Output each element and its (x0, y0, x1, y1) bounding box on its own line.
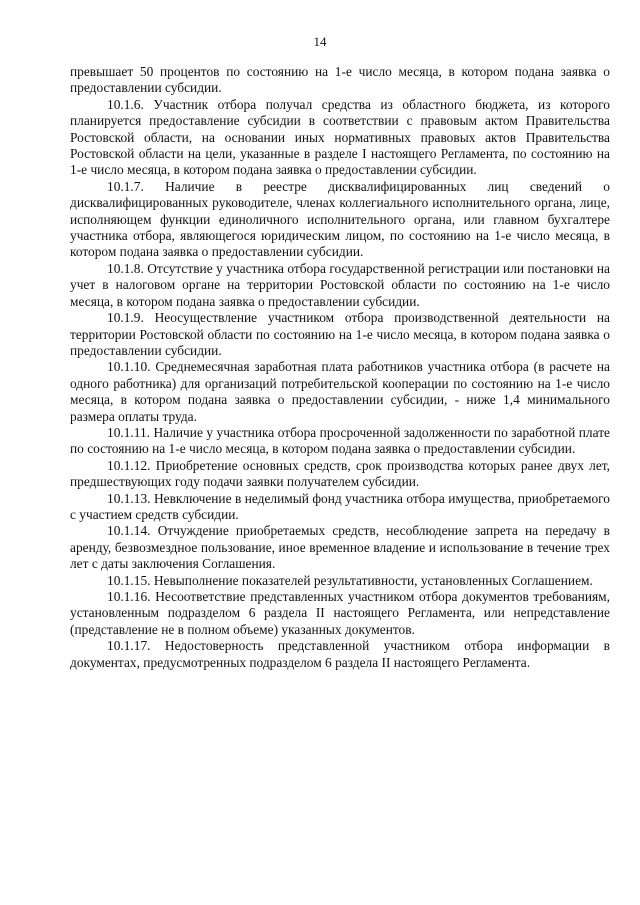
page-number: 14 (313, 34, 327, 49)
paragraph-10-1-15: 10.1.15. Невыполнение показателей результативности, установленных Соглашением. (107, 572, 593, 588)
paragraph-10-1-17: 10.1.17. Недостоверность представленной участником отбора информации в документах, предусмотренных подразделом 6 раздела II настоящего Регламента. (70, 638, 610, 670)
paragraph-10-1-10: 10.1.10. Среднемесячная заработная плата работников участника отбора (в расчете на одного работника) для организаций потребительской кооперации по состоянию на 1-е число месяца, в котором подана заявка о предоставлении субсидии, - ниже 1,4 минимального размера оплаты труда. (70, 359, 610, 424)
paragraph-10-1-14: 10.1.14. Отчуждение приобретаемых средств, несоблюдение запрета на передачу в аренду, безвозмездное пользование, иное временное владение и использование в течение трех лет с даты заключения Соглашения. (70, 523, 610, 572)
document-body (70, 64, 610, 671)
paragraph-10-1-16: 10.1.16. Несоответствие представленных участником отбора документов требованиям, установленным подразделом 6 раздела II настоящего Регламента, или непредставление (представление не в полном объеме) указанных документов. (70, 589, 610, 637)
paragraph-10-1-7: 10.1.7. Наличие в реестре дисквалифицированных лиц сведений о дисквалифицированных руководителе, членах коллегиального исполнительного органа, лице, исполняющем функции единоличного исполнительного органа, или главном бухгалтере участника отбора, являющегося юридическим лицом, по состоянию на 1-е число месяца, в котором подана заявка о предоставлении субсидии. (70, 178, 610, 260)
paragraph-10-1-13: 10.1.13. Невключение в неделимый фонд участника отбора имущества, приобретаемого с участием средств субсидии. (70, 490, 610, 522)
paragraph-10-1-9: 10.1.9. Неосуществление участником отбора производственной деятельности на территории Ростовской области по состоянию на 1-е число месяца, в котором подана заявка о предоставлении субсидии. (70, 310, 610, 358)
paragraph-continuation: превышает 50 процентов по состоянию на 1-е число месяца, в котором подана заявка о предоставлении субсидии. (70, 64, 610, 96)
paragraph-10-1-8: 10.1.8. Отсутствие у участника отбора государственной регистрации или постановки на учет в налоговом органе на территории Ростовской области по состоянию на 1-е число месяца, в котором подана заявка о предоставлении субсидии. (70, 260, 610, 309)
paragraph-10-1-6: 10.1.6. Участник отбора получал средства из областного бюджета, из которого планируется предоставление субсидии в соответствии с правовым актом Правительства Ростовской области, на основании иных нормативных правовых актов Правительства Ростовской области на цели, указанные в разделе I настоящего Регламента, по состоянию на 1-е число месяца, в котором подана заявка о предоставлении субсидии. (70, 96, 610, 178)
paragraph-10-1-12: 10.1.12. Приобретение основных средств, срок производства которых ранее двух лет, предшествующих году подачи заявки получателем субсидии. (70, 457, 610, 490)
paragraph-10-1-11: 10.1.11. Наличие у участника отбора просроченной задолженности по заработной плате по состоянию на 1-е число месяца, в котором подана заявка о предоставлении субсидии. (70, 424, 610, 457)
